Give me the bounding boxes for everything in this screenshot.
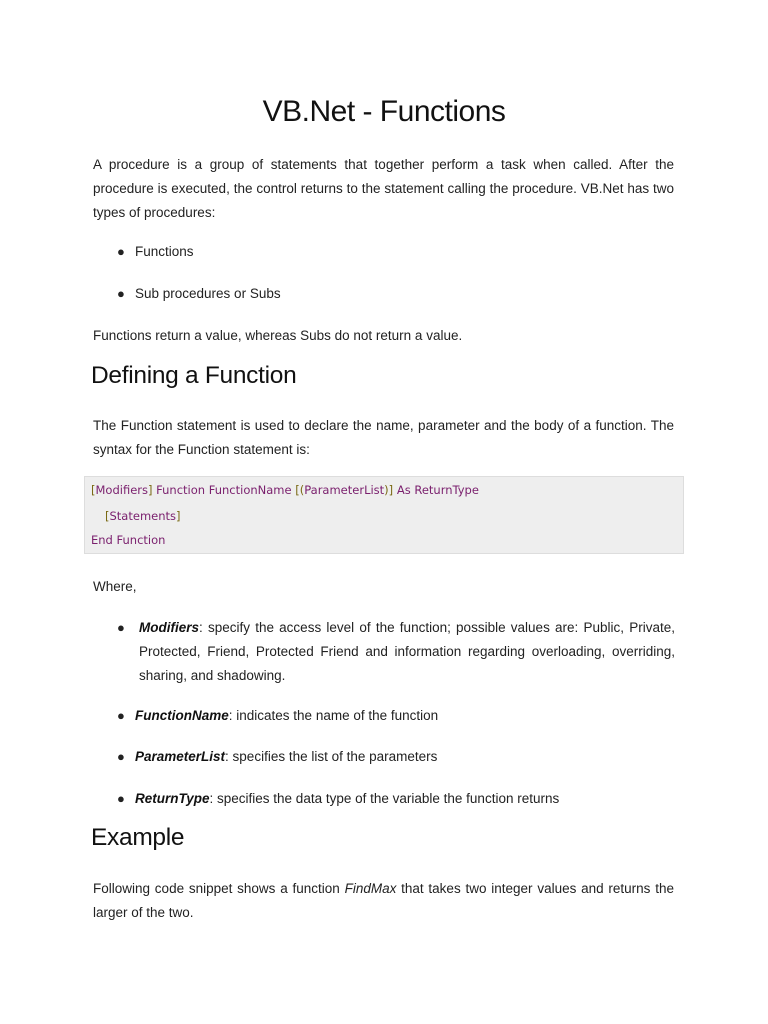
code-bracket: ]: [388, 483, 394, 497]
example-paragraph: [93, 877, 678, 925]
code-bracket: [: [91, 483, 96, 497]
page-title: VB.Net - Functions: [262, 95, 506, 128]
section-heading-defining: Defining a Function: [91, 362, 297, 389]
list-item-text: Sub procedures or Subs: [135, 286, 281, 301]
param-term: Modifiers: [139, 620, 200, 635]
where-label: Where,: [93, 579, 137, 594]
bullet-icon: ●: [117, 244, 125, 259]
code-block: [84, 476, 684, 554]
bullet-icon: ●: [117, 749, 125, 764]
section-heading-example: Example: [91, 824, 185, 851]
code-bracket: ]: [148, 483, 153, 497]
code-token: Function FunctionName: [152, 483, 296, 497]
code-paren: ): [384, 483, 389, 497]
param-term: FunctionName: [135, 708, 229, 723]
param-desc: : specifies the data type of the variable the function returns: [209, 791, 560, 806]
param-desc: : specifies the list of the parameters: [225, 749, 438, 764]
bullet-icon: ●: [117, 620, 125, 635]
code-line-1: [91, 483, 479, 497]
code-bracket: [: [105, 509, 110, 523]
code-token: Modifiers: [95, 483, 148, 497]
list-item-text: Functions: [135, 244, 194, 259]
param-term: ParameterList: [135, 749, 226, 764]
bullet-icon: ●: [117, 791, 125, 806]
code-token: Statements: [109, 509, 177, 523]
code-line-2: [105, 509, 181, 523]
code-token: ParameterList: [304, 483, 385, 497]
code-bracket: ]: [176, 509, 181, 523]
bullet-icon: ●: [117, 286, 125, 301]
param-desc: : specify the access level of the function; possible values are: Public, Private, Protected, Friend, Protected Friend and information regarding overloading, overriding, sharing, and shadowing.: [139, 620, 675, 683]
param-desc: : indicates the name of the function: [228, 708, 439, 723]
example-text: that takes two integer values and returns the larger of the two.: [93, 881, 678, 920]
param-term: ReturnType: [135, 791, 210, 806]
intro-paragraph: A procedure is a group of statements that together perform a task when called. After the procedure is executed, the control returns to the statement calling the procedure. VB.Net has two types of procedures:: [93, 157, 674, 220]
code-paren: (: [299, 483, 305, 497]
code-line-3: End Function: [91, 533, 166, 547]
defining-description: The Function statement is used to declare the name, parameter and the body of a function. The syntax for the Function statement is:: [93, 418, 674, 457]
bullet-icon: ●: [117, 708, 125, 723]
return-note: Functions return a value, whereas Subs do not return a value.: [93, 328, 463, 343]
example-func-name: FindMax: [344, 881, 397, 896]
example-text: Following code snippet shows a function: [93, 881, 345, 896]
code-token: As ReturnType: [393, 483, 479, 497]
code-bracket: [: [295, 483, 300, 497]
